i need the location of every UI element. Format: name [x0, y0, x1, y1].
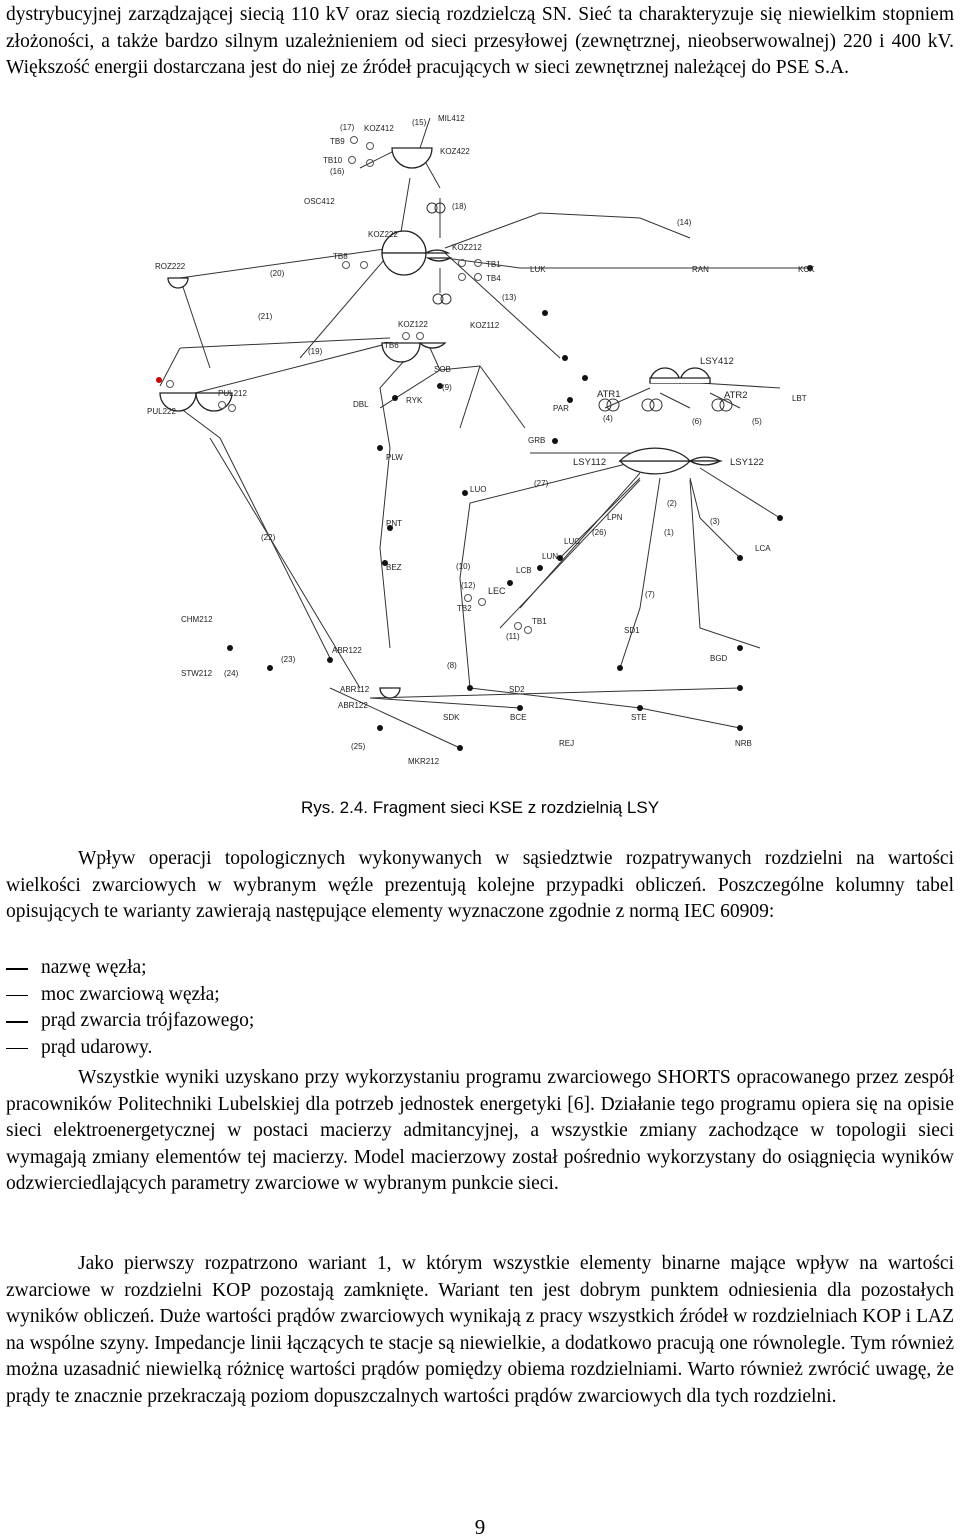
- svg-text:TB1: TB1: [532, 617, 547, 626]
- paragraph-2: Wszystkie wyniki uzyskano przy wykorzystaniu programu zwarciowego SHORTS opracowanego przez zespół pracowników Politechniki Lubelskiej dla potrzeb jednostek energetyki [6]. Działanie tego programu opiera się na opisie sieci elektroenergetycznej w postaci macierzy admitancyjnej, a wszystkie zmiany zachodzące w topologii sieci wymagają zmiany elementów tej macierzy. Model macierzowy został pośrednio wykorzystany do osiągnięcia wyników odzwierciedlających parametry zwarciowe w wybranym punkcie sieci.: [6, 1067, 954, 1194]
- svg-text:(10): (10): [456, 562, 471, 571]
- svg-text:BEZ: BEZ: [386, 563, 402, 572]
- bus-roz222: [168, 278, 188, 288]
- svg-text:LPN: LPN: [607, 513, 623, 522]
- svg-text:KOZ122: KOZ122: [398, 320, 428, 329]
- svg-text:LSY412: LSY412: [700, 356, 734, 367]
- svg-text:(2): (2): [667, 499, 677, 508]
- svg-text:LCA: LCA: [755, 544, 771, 553]
- list-item: prąd zwarcia trójfazowego;: [6, 1008, 254, 1035]
- bus-lsy112-top: [620, 448, 690, 461]
- bus-koz212: [428, 258, 450, 261]
- bus-koz222: [382, 253, 426, 275]
- svg-text:KOZ412: KOZ412: [364, 124, 394, 133]
- svg-text:ROZ222: ROZ222: [155, 262, 186, 271]
- svg-text:(12): (12): [461, 581, 476, 590]
- svg-text:(6): (6): [692, 417, 702, 426]
- svg-text:ATR1: ATR1: [597, 389, 621, 400]
- svg-text:BGD: BGD: [710, 654, 728, 663]
- svg-text:BCE: BCE: [510, 713, 527, 722]
- bus-lsy122: [690, 461, 720, 465]
- svg-text:PLW: PLW: [386, 453, 403, 462]
- list-item: moc zwarciową węzła;: [6, 982, 254, 1009]
- bus-koz112: [420, 343, 445, 348]
- svg-text:PAR: PAR: [553, 404, 569, 413]
- page-number: 9: [474, 1515, 486, 1539]
- svg-text:KOZ112: KOZ112: [470, 321, 500, 330]
- svg-text:TB2: TB2: [457, 604, 472, 613]
- svg-text:(15): (15): [412, 118, 427, 127]
- paragraph-1: Wpływ operacji topologicznych wykonywanych w sąsiedztwie rozpatrywanych rozdzielni na wartości wielkości zwarciowych w wybranym węźle prezentują kolejne przypadki obliczeń. Poszczególne kolumny tabel opisujących te warianty zawierają następujące elementy wyznaczone zgodnie z normą IEC 60909:: [6, 848, 954, 922]
- svg-text:(19): (19): [308, 347, 323, 356]
- svg-text:TB1: TB1: [486, 260, 501, 269]
- svg-text:(8): (8): [447, 661, 457, 670]
- svg-text:OSC412: OSC412: [304, 197, 335, 206]
- svg-text:RYK: RYK: [406, 396, 423, 405]
- svg-text:REJ: REJ: [559, 739, 575, 748]
- svg-text:KOZ222: KOZ222: [368, 230, 398, 239]
- svg-text:TB6: TB6: [384, 341, 399, 350]
- svg-text:PUL212: PUL212: [218, 389, 247, 398]
- svg-text:STE: STE: [631, 713, 647, 722]
- figure-caption: Rys. 2.4. Fragment sieci KSE z rozdzielnią LSY: [300, 798, 660, 817]
- svg-text:STW212: STW212: [181, 669, 213, 678]
- svg-text:(18): (18): [452, 202, 467, 211]
- svg-text:LSY122: LSY122: [730, 457, 764, 468]
- svg-text:LUK: LUK: [530, 265, 546, 274]
- svg-text:(4): (4): [603, 414, 613, 423]
- svg-text:(1): (1): [664, 528, 674, 537]
- list-item: prąd udarowy.: [6, 1035, 254, 1062]
- svg-text:ATR2: ATR2: [724, 390, 748, 401]
- svg-text:(5): (5): [752, 417, 762, 426]
- bus-lsy112: [620, 461, 690, 474]
- svg-text:SD2: SD2: [509, 685, 525, 694]
- svg-text:MIL412: MIL412: [438, 114, 465, 123]
- svg-text:(13): (13): [502, 293, 517, 302]
- svg-text:PNT: PNT: [386, 519, 402, 528]
- svg-text:GRB: GRB: [528, 436, 546, 445]
- svg-text:(17): (17): [340, 123, 355, 132]
- svg-text:(21): (21): [258, 312, 273, 321]
- list-item: nazwę węzła;: [6, 955, 254, 982]
- svg-text:TB4: TB4: [486, 274, 501, 283]
- svg-text:KOZ422: KOZ422: [440, 147, 470, 156]
- intro-paragraph: dystrybucyjnej zarządzającej siecią 110 kV oraz siecią rozdzielczą SN. Sieć ta charakteryzuje się niewielkim stopniem złożoności, a także bardzo silnym uzależnieniem od sieci przesyłowej (zewnętrznej, nieobserwowalnej) 220 i 400 kV. Większość energii dostarczana jest do niej ze źródeł pracujących w sieci zewnętrznej należącej do PSE S.A.: [6, 4, 954, 78]
- svg-text:DBL: DBL: [353, 400, 369, 409]
- svg-text:(3): (3): [710, 517, 720, 526]
- bus-abr122: [380, 688, 400, 698]
- svg-text:(20): (20): [270, 269, 285, 278]
- svg-text:LSY112: LSY112: [573, 457, 607, 468]
- bus-koz412: [392, 148, 432, 168]
- svg-text:LUC: LUC: [564, 537, 581, 546]
- generator-symbols: [157, 137, 532, 634]
- svg-text:(16): (16): [330, 167, 345, 176]
- svg-text:KCK: KCK: [798, 265, 815, 274]
- svg-text:RAN: RAN: [692, 265, 709, 274]
- svg-text:NRB: NRB: [735, 739, 752, 748]
- svg-text:SD1: SD1: [624, 626, 640, 635]
- svg-text:LCB: LCB: [516, 566, 532, 575]
- svg-text:SDK: SDK: [443, 713, 460, 722]
- svg-text:SOB: SOB: [434, 365, 451, 374]
- svg-text:(22): (22): [261, 533, 276, 542]
- svg-text:ABR122: ABR122: [332, 646, 362, 655]
- network-diagram: [0, 108, 960, 793]
- svg-text:TB8: TB8: [333, 252, 348, 261]
- svg-text:PUL222: PUL222: [147, 407, 176, 416]
- svg-text:(26): (26): [592, 528, 607, 537]
- svg-text:(11): (11): [506, 632, 520, 641]
- svg-text:LUN: LUN: [542, 552, 559, 561]
- svg-text:ABR112: ABR112: [340, 685, 370, 694]
- svg-text:(24): (24): [224, 669, 239, 678]
- svg-text:CHM212: CHM212: [181, 615, 213, 624]
- svg-text:ABR122: ABR122: [338, 701, 368, 710]
- diagram-labels: [147, 114, 815, 766]
- svg-text:MKR212: MKR212: [408, 757, 440, 766]
- svg-text:LEC: LEC: [488, 586, 506, 596]
- svg-text:(23): (23): [281, 655, 296, 664]
- node-dots: [227, 265, 813, 751]
- paragraph-3: Jako pierwszy rozpatrzono wariant 1, w którym wszystkie elementy binarne mające wpływ na wartości zwarciowe w rozdzielni KOP pozostają zamknięte. Wariant ten jest dobrym punktem odniesienia dla pozostałych wyników obliczeń. Duże wartości prądów zwarciowych wynikają z pracy wszystkich źródeł w rozdzielniach KOP i LAZ na wspólne szyny. Impedancje linii łączących te stacje są niewielkie, a dodatkowo pracują one równolegle. Tym również można uzasadnić niewielką różnicę wartości prądów pomiędzy obiema rozdzielniami. Warto również zwrócić uwagę, że prądy te znacznie przekraczają poziom dopuszczalnych wartości prądów zwarciowych dla tych rozdzielni.: [6, 1253, 954, 1407]
- svg-text:(7): (7): [645, 590, 655, 599]
- bus-koz212-top: [426, 250, 448, 253]
- svg-text:(9): (9): [442, 383, 452, 392]
- svg-text:TB10: TB10: [323, 156, 343, 165]
- svg-text:(14): (14): [677, 218, 692, 227]
- svg-text:LUO: LUO: [470, 485, 487, 494]
- svg-text:TB9: TB9: [330, 137, 345, 146]
- svg-text:LBT: LBT: [792, 394, 807, 403]
- element-list: [6, 955, 254, 1061]
- svg-text:(27): (27): [534, 479, 549, 488]
- svg-text:KOZ212: KOZ212: [452, 243, 482, 252]
- svg-text:(25): (25): [351, 742, 366, 751]
